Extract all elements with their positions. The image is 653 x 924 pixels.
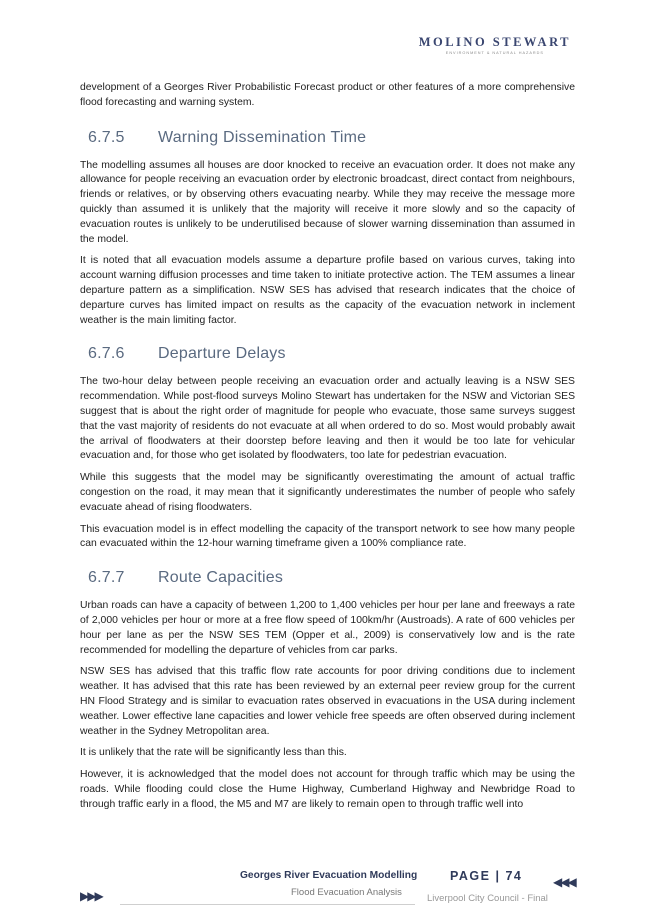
paragraph: This evacuation model is in effect modelling the capacity of the transport network to see how many people can evacuated within the 12-hour warning timeframe given a 100% compliance rate. — [80, 523, 575, 550]
footer-document-subtitle: Flood Evacuation Analysis — [291, 887, 402, 898]
section-number: 6.7.5 — [88, 128, 125, 146]
paragraph: NSW SES has advised that this traffic flow rate accounts for poor driving conditions due to inclement weather. It has advised that this rate has been reviewed by an external peer review group for the current HN Flood Strategy and is similar to evacuation rates observed in evacuations in the USA during inclement weather. Lower effective lane capacities and lower vehicle free speeds are often observed during inclement weather in the Sydney Metropolitan area. — [80, 666, 575, 737]
page-number: PAGE | 74 — [450, 869, 523, 883]
paragraph: It is noted that all evacuation models assume a departure profile based on various curves, taking into account warning diffusion processes and time taken to initiate protective action. The TEM assumes a linear departure pattern as a simplification. NSW SES has advised that research indicates that the choice of departure curves has limited impact on results as the capacity of the evacuation network in inclement weather is the main limiting factor. — [80, 255, 575, 326]
paragraph: However, it is acknowledged that the model does not account for through traffic which may be using the roads. While flooding could close the Hume Highway, Cumberland Highway and Newbridge Road to through traffic early in a flood, the M5 and M7 are likely to remain open to through traffic well into — [80, 769, 575, 810]
paragraph: It is unlikely that the rate will be significantly less than this. — [80, 747, 347, 759]
footer-divider — [120, 904, 415, 905]
section-number: 6.7.6 — [88, 345, 125, 363]
logo-sub-text: ENVIRONMENT & NATURAL HAZARDS — [445, 51, 544, 55]
section-heading-6-7-6 — [80, 345, 575, 363]
footer-client: Liverpool City Council - Final — [427, 893, 548, 904]
right-arrows-icon: ▶▶▶ — [80, 889, 102, 903]
footer-document-title: Georges River Evacuation Modelling — [240, 870, 418, 881]
company-logo — [419, 35, 571, 55]
section-title: Departure Delays — [158, 345, 286, 363]
page-content — [80, 81, 575, 819]
paragraph: While this suggests that the model may be significantly overestimating the amount of actual traffic congestion on the road, it may mean that it significantly underestimates the number of people who safely evacuate ahead of rising floodwaters. — [80, 472, 575, 513]
section-number: 6.7.7 — [88, 569, 125, 587]
intro-paragraph: development of a Georges River Probabilistic Forecast product or other features of a more comprehensive flood forecasting and warning system. — [80, 82, 575, 108]
paragraph: The modelling assumes all houses are door knocked to receive an evacuation order. It does not make any allowance for people receiving an evacuation order by electronic broadcast, direct contact from neighbours, friends or relatives, or by observing others evacuating nearby. While they may receive the message more quickly than assumed it is unlikely that the majority will receive it more slowly and so the capacity of evacuation routes is unlikely to be underutilised because of slower warning dissemination than assumed in the model. — [80, 159, 575, 245]
section-title: Warning Dissemination Time — [158, 128, 367, 146]
left-arrows-icon: ◀◀◀ — [553, 875, 575, 889]
section-title: Route Capacities — [158, 569, 284, 587]
section-heading-6-7-5 — [80, 129, 575, 147]
logo-main-text: MOLINO STEWART — [418, 35, 571, 49]
paragraph: Urban roads can have a capacity of between 1,200 to 1,400 vehicles per hour per lane and freeways a rate of 2,000 vehicles per hour or more at a free flow speed of 100km/hr (Austroads). A rate of 600 vehicles per hour per lane as per the NSW SES TEM (Opper et al., 2009) is conservatively low and is the rate recommended for modelling the departure of vehicles from car parks. — [80, 600, 575, 656]
paragraph: The two-hour delay between people receiving an evacuation order and actually leaving is a NSW SES recommendation. While post-flood surveys Molino Stewart has undertaken for the NSW and Victorian SES suggest that is about the right order of magnitude for people who evacuate, those same surveys suggest that the vast majority of residents do not evacuate at all when ordered to do so. Most would probably await the arrival of floodwaters at their doorstep before leaving and then it would be too late for vehicular evacuation and, for those who get isolated by floodwaters, too late for pedestrian evacuation. — [80, 376, 575, 462]
section-heading-6-7-7 — [80, 569, 575, 587]
